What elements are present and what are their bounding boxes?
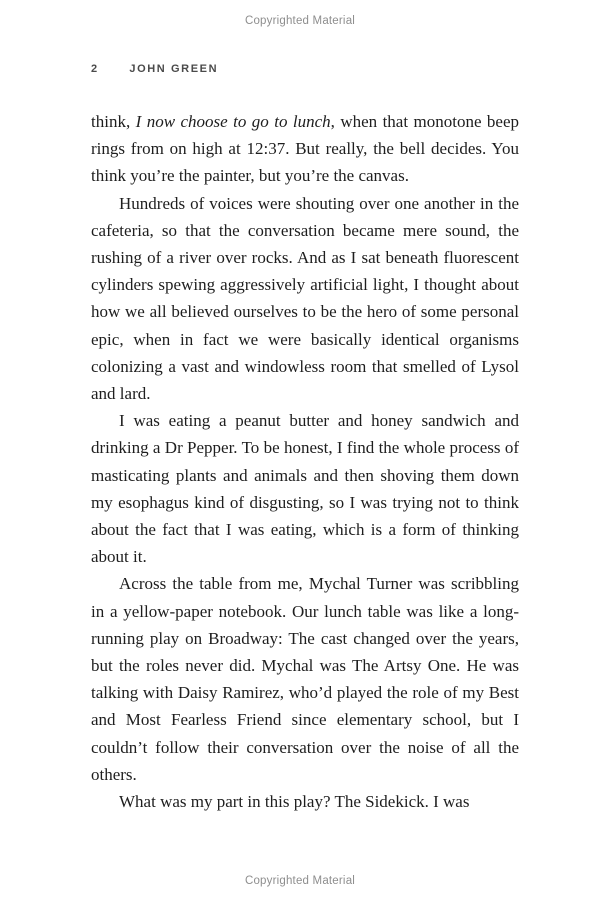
body-text bbox=[91, 108, 519, 815]
paragraph: Across the table from me, Mychal Turner was scribbling in a yellow-paper notebook. Our lunch table was like a long-running play on Broadway: The cast changed over the years, but the roles never did. Mychal was The Artsy One. He was talking with Daisy Ramirez, who’d played the role of my Best and Most Fearless Friend since elementary school, but I couldn’t follow their conversation over the noise of all the others. bbox=[91, 574, 519, 784]
text-segment: think, bbox=[91, 112, 136, 131]
paragraph: What was my part in this play? The Sidekick. I was bbox=[119, 792, 470, 812]
italic-text: I now choose to go to lunch bbox=[135, 112, 331, 131]
paragraph: I was eating a peanut butter and honey sandwich and drinking a Dr Pepper. To be honest, I find the whole process of masticating plants and animals and then shoving them down my esophagus kind of disgusting, so I was trying not to think about the fact that I was eating, which is a form of thinking about it. bbox=[91, 411, 519, 567]
copyright-notice-bottom: Copyrighted Material bbox=[244, 875, 356, 887]
paragraph: Hundreds of voices were shouting over one another in the cafeteria, so that the conversation became mere sound, the rushing of a river over rocks. And as I sat beneath fluorescent cylinders spewing aggressively artificial light, I thought about how we all believed ourselves to be the hero of some personal epic, when in fact we were basically identical organisms colonizing a vast and windowless room that smelled of Lysol and lard. bbox=[91, 193, 519, 404]
text-segment: , when that monotone beep rings from on high at 12:37. But really, the bell decides. You think you’re the painter, but you’re the canvas. bbox=[91, 112, 520, 186]
paragraph-continuation bbox=[91, 108, 519, 190]
copyright-notice-top: Copyrighted Material bbox=[244, 15, 356, 27]
page-header bbox=[91, 63, 519, 75]
author-name: JOHN GREEN bbox=[129, 63, 219, 75]
page-number: 2 bbox=[91, 63, 99, 75]
